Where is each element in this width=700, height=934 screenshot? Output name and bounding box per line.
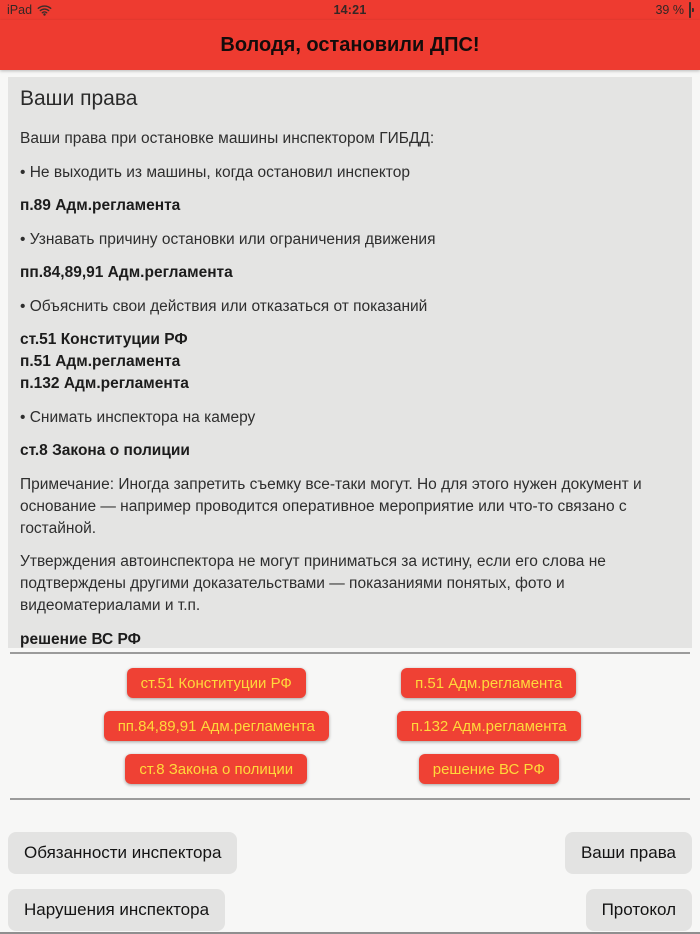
divider: [10, 798, 690, 800]
status-bar: [0, 0, 700, 20]
nav-button-protocol[interactable]: Протокол: [586, 889, 692, 931]
law-reference-group: [20, 329, 680, 395]
reference-button-grid: [80, 668, 625, 784]
nav-button-inspector-violations[interactable]: Нарушения инспектора: [8, 889, 225, 931]
law-reference: ст.51 Конституции РФ: [20, 331, 188, 348]
wifi-icon: [37, 5, 52, 16]
ref-button-police-law-8[interactable]: ст.8 Закона о полиции: [125, 754, 307, 784]
paragraph: Ваши права при остановке машины инспектором ГИБДД:: [20, 130, 435, 147]
app-header: [0, 20, 700, 70]
rights-text-panel: [8, 77, 692, 648]
section-title: Ваши права: [20, 87, 138, 110]
bullet-item: • Не выходить из машины, когда остановил инспектор: [20, 163, 410, 181]
law-reference: пп.84,89,91 Адм.регламента: [20, 264, 233, 281]
bullet-item: • Узнавать причину остановки или ограничения движения: [20, 230, 436, 248]
law-reference: п.51 Адм.регламента: [20, 353, 181, 370]
carrier-label: iPad: [7, 3, 33, 17]
divider: [10, 652, 690, 654]
app-title: Володя, остановили ДПС!: [220, 33, 480, 56]
bullet-item: • Объяснить свои действия или отказаться от показаний: [20, 297, 428, 315]
note-paragraph: Примечание: Иногда запретить съемку все-таки могут. Но для этого нужен документ и основание — например проводится оперативное мероприятие или что-то связано с гостайной.: [20, 475, 642, 537]
law-reference: п.89 Адм.регламента: [20, 197, 181, 214]
nav-button-your-rights[interactable]: Ваши права: [565, 832, 692, 874]
ref-button-reg-132[interactable]: п.132 Адм.регламента: [397, 711, 581, 741]
ref-button-const-51[interactable]: ст.51 Конституции РФ: [127, 668, 306, 698]
law-reference: п.132 Адм.регламента: [20, 375, 189, 392]
battery-percent-label: 39 %: [655, 3, 684, 17]
law-reference: ст.8 Закона о полиции: [20, 442, 190, 459]
ref-button-supreme-court[interactable]: решение ВС РФ: [419, 754, 559, 784]
paragraph: Утверждения автоинспектора не могут приниматься за истину, если его слова не подтверждены другими доказательствами — показаниями понятых, фото и видеоматериалами и т.п.: [20, 553, 606, 614]
law-reference: решение ВС РФ: [20, 630, 141, 648]
nav-button-inspector-duties[interactable]: Обязанности инспектора: [8, 832, 237, 874]
bullet-item: • Снимать инспектора на камеру: [20, 408, 256, 426]
clock: 14:21: [333, 3, 367, 17]
battery-icon: [689, 3, 691, 17]
ref-button-reg-51[interactable]: п.51 Адм.регламента: [401, 668, 576, 698]
ref-button-reg-84-89-91[interactable]: пп.84,89,91 Адм.регламента: [104, 711, 329, 741]
